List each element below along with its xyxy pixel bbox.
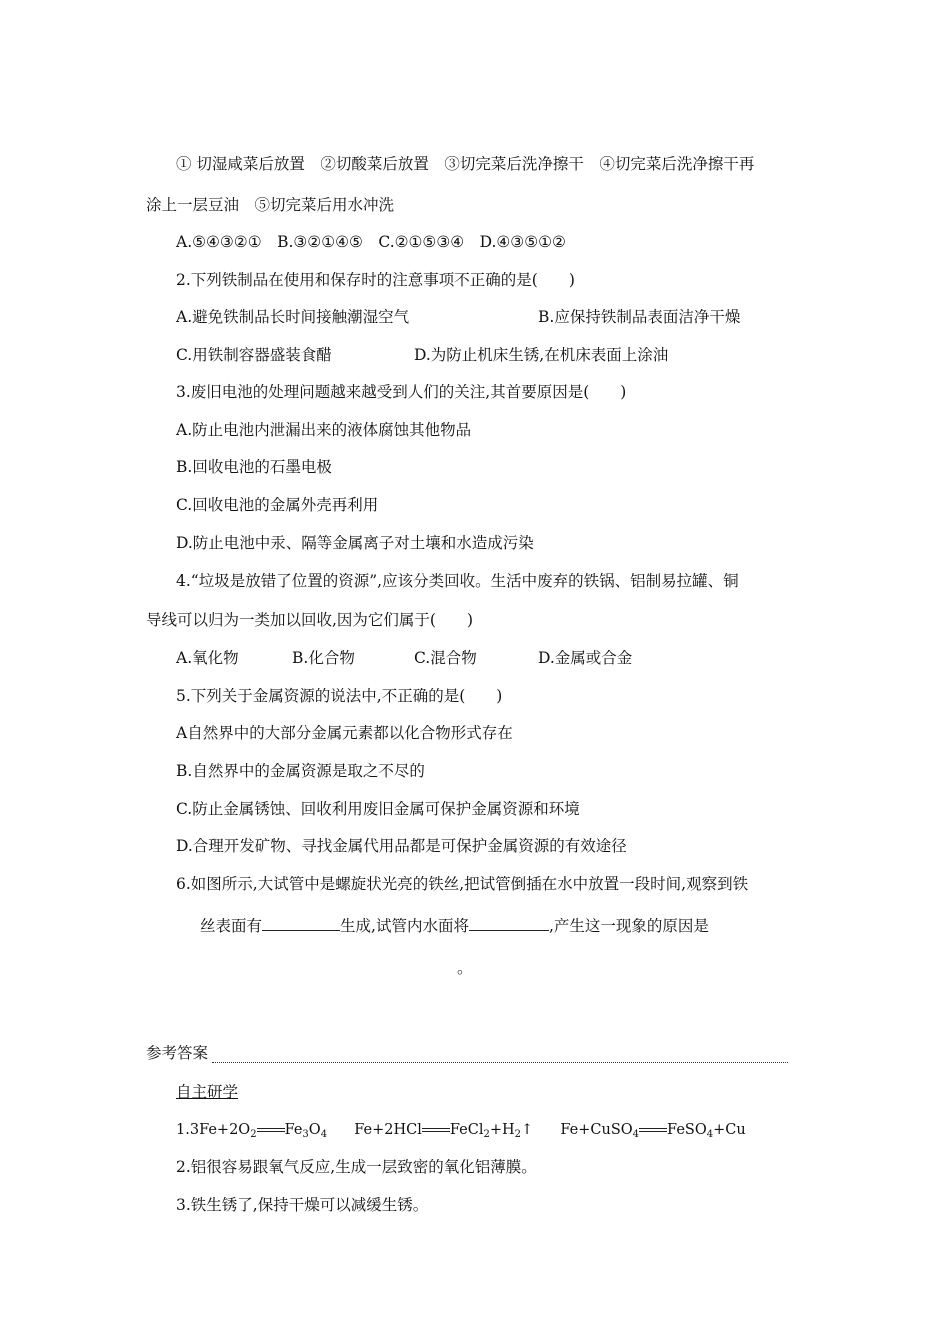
eq2-rhs-plus: +H [489,1122,515,1138]
q6-part-c: ,产生这一现象的原因是 [548,917,709,935]
eq1-rhs-sub2: 4 [320,1129,328,1140]
eq2-rhs-sub2: 2 [514,1129,522,1140]
answers-section-title: 自主研学 [176,1083,239,1101]
q1-options-line2: 涂上一层豆油 ⑤切完菜后用水冲洗 [146,196,395,214]
q2-option-b: B.应保持铁制品表面洁净干燥 [538,308,741,326]
q5-option-a: A自然界中的大部分金属元素都以化合物形式存在 [176,724,513,742]
eq3-equals-sign [639,1125,667,1135]
q1-choices: A.⑤④③②① B.③②①④⑤ C.②①⑤③④ D.④③⑤①② [176,233,566,251]
eq2-equals-sign [422,1125,450,1135]
q5-option-c: C.防止金属锈蚀、回收利用废旧金属可保护金属资源和环境 [176,800,580,818]
q5-option-d: D.合理开发矿物、寻找金属代用品都是可保护金属资源的有效途径 [176,837,627,855]
q2-option-a: A.避免铁制品长时间接触潮湿空气 [176,308,410,326]
q2-stem: 2.下列铁制品在使用和保存时的注意事项不正确的是( ) [176,271,575,289]
q6-fill-line [200,914,709,936]
eq1-lhs-sub: 2 [250,1129,257,1140]
q4-stem-line1: 4.“垃圾是放错了位置的资源”,应该分类回收。生活中废弃的铁锅、铝制易拉罐、铜 [176,572,739,590]
eq1-rhs-sub1: 3 [302,1129,309,1140]
q2-option-c: C.用铁制容器盛装食醋 [176,346,332,364]
eq1-rhs-o: O [308,1122,321,1138]
q6-part-b: 生成,试管内水面将 [340,917,469,935]
eq2-rhs-sub: 2 [483,1129,490,1140]
eq3-rhs-tail: +Cu [713,1122,746,1138]
eq2-lhs: Fe+2HCl [354,1122,422,1138]
answer-2: 2.铝很容易跟氧气反应,生成一层致密的氧化铝薄膜。 [176,1158,537,1176]
eq1-equals-sign [257,1125,285,1135]
answers-divider [212,1062,788,1063]
q3-option-d: D.防止电池中汞、隔等金属离子对土壤和水造成污染 [176,534,534,552]
q2-option-d: D.为防止机床生锈,在机床表面上涂油 [414,346,669,364]
answer-1-prefix: 1. [176,1122,190,1138]
q6-blank-1[interactable] [262,914,340,931]
q6-part-a: 丝表面有 [200,917,263,935]
q5-option-b: B.自然界中的金属资源是取之不尽的 [176,762,425,780]
q3-option-a: A.防止电池内泄漏出来的液体腐蚀其他物品 [176,421,472,439]
q3-option-b: B.回收电池的石墨电极 [176,458,332,476]
eq3-rhs: FeSO [667,1122,707,1138]
answers-heading: 参考答案 [146,1044,209,1062]
eq1-rhs: Fe [284,1122,303,1138]
eq3-lhs-sub: 4 [632,1129,640,1140]
q4-option-b: B.化合物 [292,649,355,667]
answer-3: 3.铁生锈了,保持干燥可以减缓生锈。 [176,1196,429,1214]
eq3-lhs: Fe+CuSO [560,1122,633,1138]
q4-stem-line2: 导线可以归为一类加以回收,因为它们属于( ) [146,611,474,629]
q4-option-a: A.氧化物 [176,649,239,667]
eq3-rhs-sub: 4 [706,1129,714,1140]
eq1-lhs: 3Fe+2O [189,1122,251,1138]
eq2-rhs: FeCl [449,1122,484,1138]
q3-stem: 3.废旧电池的处理问题越来越受到人们的关注,其首要原因是( ) [176,383,627,401]
q4-option-c: C.混合物 [414,649,477,667]
q4-option-d: D.金属或合金 [538,649,633,667]
q6-end-mark: 。 [457,959,473,977]
up-arrow-icon: ↑ [521,1122,534,1138]
q3-option-c: C.回收电池的金属外壳再利用 [176,496,379,514]
q1-options-line1: ① 切湿咸菜后放置 ②切酸菜后放置 ③切完菜后洗净擦干 ④切完菜后洗净擦干再 [176,155,755,173]
q6-stem-line1: 6.如图所示,大试管中是螺旋状光亮的铁丝,把试管倒插在水中放置一段时间,观察到铁 [176,875,749,893]
q5-stem: 5.下列关于金属资源的说法中,不正确的是( ) [176,687,503,705]
q6-blank-2[interactable] [469,914,549,931]
answer-1-equations [176,1120,746,1142]
